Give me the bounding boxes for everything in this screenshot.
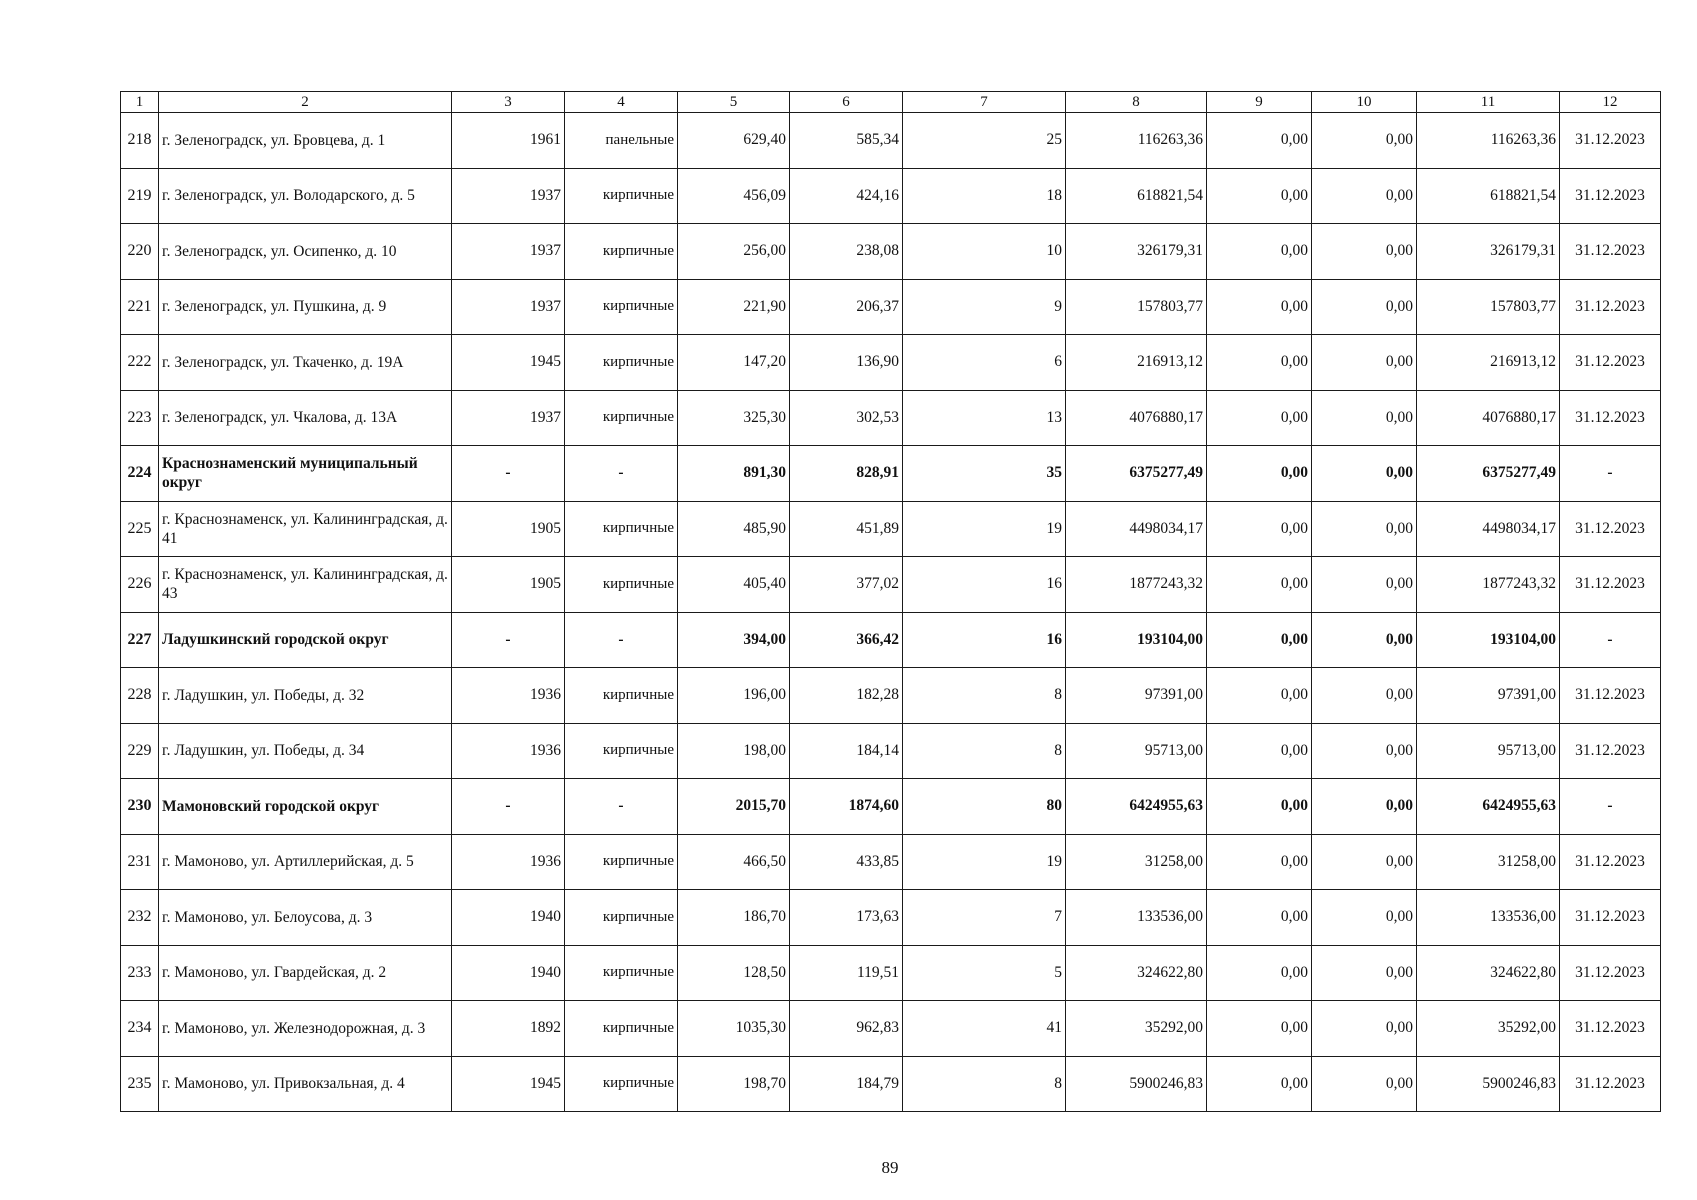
address-cell: г. Мамоново, ул. Привокзальная, д. 4 — [159, 1056, 452, 1112]
col8-cell: 6375277,49 — [1066, 446, 1207, 502]
header-col-5: 5 — [678, 92, 790, 113]
material-cell: кирпичные — [565, 279, 678, 335]
col8-cell: 133536,00 — [1066, 890, 1207, 946]
material-cell: кирпичные — [565, 390, 678, 446]
col7-cell: 35 — [903, 446, 1066, 502]
col11-cell: 116263,36 — [1417, 113, 1560, 169]
col8-cell: 618821,54 — [1066, 168, 1207, 224]
col6-cell: 184,14 — [790, 723, 903, 779]
address-cell: Мамоновский городской округ — [159, 779, 452, 835]
address-cell: Краснознаменский муниципальный округ — [159, 446, 452, 502]
col8-cell: 31258,00 — [1066, 834, 1207, 890]
table-row — [121, 335, 1661, 391]
col6-cell: 238,08 — [790, 224, 903, 280]
col7-cell: 10 — [903, 224, 1066, 280]
address-cell: г. Зеленоградск, ул. Осипенко, д. 10 — [159, 224, 452, 280]
address-cell: г. Краснознаменск, ул. Калининградская, д. 41 — [159, 501, 452, 557]
col5-cell: 629,40 — [678, 113, 790, 169]
address-cell: г. Мамоново, ул. Артиллерийская, д. 5 — [159, 834, 452, 890]
address-cell: г. Зеленоградск, ул. Володарского, д. 5 — [159, 168, 452, 224]
header-col-3: 3 — [452, 92, 565, 113]
row-number: 222 — [121, 335, 159, 391]
row-number: 224 — [121, 446, 159, 502]
col6-cell: 136,90 — [790, 335, 903, 391]
col9-cell: 0,00 — [1207, 779, 1312, 835]
table-row — [121, 390, 1661, 446]
col11-cell: 4076880,17 — [1417, 390, 1560, 446]
table-row — [121, 224, 1661, 280]
material-cell: кирпичные — [565, 945, 678, 1001]
table-row — [121, 945, 1661, 1001]
col7-cell: 18 — [903, 168, 1066, 224]
table-row — [121, 1056, 1661, 1112]
col12-cell: 31.12.2023 — [1560, 113, 1661, 169]
col9-cell: 0,00 — [1207, 335, 1312, 391]
col11-cell: 324622,80 — [1417, 945, 1560, 1001]
col10-cell: 0,00 — [1312, 723, 1417, 779]
col11-cell: 31258,00 — [1417, 834, 1560, 890]
material-cell: кирпичные — [565, 557, 678, 613]
col10-cell: 0,00 — [1312, 224, 1417, 280]
address-cell: г. Ладушкин, ул. Победы, д. 34 — [159, 723, 452, 779]
col8-cell: 324622,80 — [1066, 945, 1207, 1001]
row-number: 226 — [121, 557, 159, 613]
year-cell: 1905 — [452, 501, 565, 557]
col9-cell: 0,00 — [1207, 945, 1312, 1001]
col5-cell: 466,50 — [678, 834, 790, 890]
col7-cell: 7 — [903, 890, 1066, 946]
col12-cell: 31.12.2023 — [1560, 557, 1661, 613]
material-cell: кирпичные — [565, 224, 678, 280]
col7-cell: 13 — [903, 390, 1066, 446]
header-col-9: 9 — [1207, 92, 1312, 113]
col10-cell: 0,00 — [1312, 945, 1417, 1001]
col6-cell: 451,89 — [790, 501, 903, 557]
material-cell: - — [565, 612, 678, 668]
year-cell: 1905 — [452, 557, 565, 613]
year-cell: 1936 — [452, 834, 565, 890]
year-cell: 1937 — [452, 390, 565, 446]
table-row — [121, 279, 1661, 335]
address-cell: г. Зеленоградск, ул. Ткаченко, д. 19А — [159, 335, 452, 391]
col5-cell: 128,50 — [678, 945, 790, 1001]
header-col-4: 4 — [565, 92, 678, 113]
col11-cell: 6424955,63 — [1417, 779, 1560, 835]
col8-cell: 116263,36 — [1066, 113, 1207, 169]
header-col-12: 12 — [1560, 92, 1661, 113]
table-row — [121, 668, 1661, 724]
col10-cell: 0,00 — [1312, 168, 1417, 224]
col12-cell: 31.12.2023 — [1560, 890, 1661, 946]
col5-cell: 186,70 — [678, 890, 790, 946]
year-cell: 1937 — [452, 168, 565, 224]
row-number: 231 — [121, 834, 159, 890]
col5-cell: 891,30 — [678, 446, 790, 502]
col10-cell: 0,00 — [1312, 279, 1417, 335]
header-col-6: 6 — [790, 92, 903, 113]
col6-cell: 302,53 — [790, 390, 903, 446]
year-cell: 1892 — [452, 1001, 565, 1057]
col5-cell: 456,09 — [678, 168, 790, 224]
row-number: 225 — [121, 501, 159, 557]
row-number: 230 — [121, 779, 159, 835]
col6-cell: 182,28 — [790, 668, 903, 724]
col12-cell: 31.12.2023 — [1560, 501, 1661, 557]
header-col-1: 1 — [121, 92, 159, 113]
material-cell: кирпичные — [565, 668, 678, 724]
col7-cell: 19 — [903, 501, 1066, 557]
col10-cell: 0,00 — [1312, 446, 1417, 502]
col5-cell: 196,00 — [678, 668, 790, 724]
col6-cell: 377,02 — [790, 557, 903, 613]
table-row — [121, 834, 1661, 890]
col11-cell: 97391,00 — [1417, 668, 1560, 724]
col6-cell: 184,79 — [790, 1056, 903, 1112]
col8-cell: 193104,00 — [1066, 612, 1207, 668]
col10-cell: 0,00 — [1312, 668, 1417, 724]
col10-cell: 0,00 — [1312, 612, 1417, 668]
year-cell: 1940 — [452, 945, 565, 1001]
col12-cell: 31.12.2023 — [1560, 668, 1661, 724]
year-cell: 1945 — [452, 335, 565, 391]
material-cell: кирпичные — [565, 1001, 678, 1057]
col11-cell: 326179,31 — [1417, 224, 1560, 280]
col10-cell: 0,00 — [1312, 113, 1417, 169]
col10-cell: 0,00 — [1312, 501, 1417, 557]
col11-cell: 35292,00 — [1417, 1001, 1560, 1057]
table-row — [121, 501, 1661, 557]
table-row — [121, 113, 1661, 169]
col11-cell: 4498034,17 — [1417, 501, 1560, 557]
col9-cell: 0,00 — [1207, 723, 1312, 779]
col5-cell: 394,00 — [678, 612, 790, 668]
address-cell: г. Мамоново, ул. Белоусова, д. 3 — [159, 890, 452, 946]
col12-cell: 31.12.2023 — [1560, 1001, 1661, 1057]
year-cell: - — [452, 779, 565, 835]
col10-cell: 0,00 — [1312, 557, 1417, 613]
row-number: 228 — [121, 668, 159, 724]
material-cell: кирпичные — [565, 890, 678, 946]
col11-cell: 95713,00 — [1417, 723, 1560, 779]
col7-cell: 16 — [903, 612, 1066, 668]
col7-cell: 9 — [903, 279, 1066, 335]
table-row — [121, 723, 1661, 779]
col11-cell: 5900246,83 — [1417, 1056, 1560, 1112]
col9-cell: 0,00 — [1207, 612, 1312, 668]
table-header — [121, 92, 1661, 113]
table-row — [121, 890, 1661, 946]
material-cell: кирпичные — [565, 168, 678, 224]
table-body — [121, 113, 1661, 1112]
col5-cell: 2015,70 — [678, 779, 790, 835]
material-cell: кирпичные — [565, 501, 678, 557]
col12-cell: - — [1560, 446, 1661, 502]
col9-cell: 0,00 — [1207, 1001, 1312, 1057]
address-cell: г. Зеленоградск, ул. Бровцева, д. 1 — [159, 113, 452, 169]
col10-cell: 0,00 — [1312, 390, 1417, 446]
col6-cell: 366,42 — [790, 612, 903, 668]
col5-cell: 325,30 — [678, 390, 790, 446]
material-cell: кирпичные — [565, 335, 678, 391]
col9-cell: 0,00 — [1207, 390, 1312, 446]
table-row — [121, 446, 1661, 502]
row-number: 221 — [121, 279, 159, 335]
col5-cell: 1035,30 — [678, 1001, 790, 1057]
col8-cell: 95713,00 — [1066, 723, 1207, 779]
row-number: 234 — [121, 1001, 159, 1057]
row-number: 235 — [121, 1056, 159, 1112]
col10-cell: 0,00 — [1312, 335, 1417, 391]
col9-cell: 0,00 — [1207, 279, 1312, 335]
col9-cell: 0,00 — [1207, 668, 1312, 724]
col9-cell: 0,00 — [1207, 224, 1312, 280]
col7-cell: 80 — [903, 779, 1066, 835]
col11-cell: 6375277,49 — [1417, 446, 1560, 502]
col9-cell: 0,00 — [1207, 834, 1312, 890]
col6-cell: 119,51 — [790, 945, 903, 1001]
year-cell: 1961 — [452, 113, 565, 169]
header-col-11: 11 — [1417, 92, 1560, 113]
material-cell: кирпичные — [565, 834, 678, 890]
header-col-7: 7 — [903, 92, 1066, 113]
col9-cell: 0,00 — [1207, 446, 1312, 502]
address-cell: Ладушкинский городской округ — [159, 612, 452, 668]
data-table — [120, 91, 1661, 1112]
col12-cell: 31.12.2023 — [1560, 1056, 1661, 1112]
col12-cell: - — [1560, 779, 1661, 835]
col10-cell: 0,00 — [1312, 890, 1417, 946]
col7-cell: 5 — [903, 945, 1066, 1001]
table-row — [121, 612, 1661, 668]
col5-cell: 405,40 — [678, 557, 790, 613]
address-cell: г. Мамоново, ул. Гвардейская, д. 2 — [159, 945, 452, 1001]
col7-cell: 16 — [903, 557, 1066, 613]
col7-cell: 8 — [903, 668, 1066, 724]
col10-cell: 0,00 — [1312, 1056, 1417, 1112]
col8-cell: 6424955,63 — [1066, 779, 1207, 835]
material-cell: - — [565, 446, 678, 502]
col12-cell: 31.12.2023 — [1560, 834, 1661, 890]
header-col-2: 2 — [159, 92, 452, 113]
col12-cell: 31.12.2023 — [1560, 224, 1661, 280]
row-number: 223 — [121, 390, 159, 446]
material-cell: панельные — [565, 113, 678, 169]
col7-cell: 41 — [903, 1001, 1066, 1057]
address-cell: г. Зеленоградск, ул. Чкалова, д. 13А — [159, 390, 452, 446]
row-number: 229 — [121, 723, 159, 779]
col12-cell: 31.12.2023 — [1560, 279, 1661, 335]
row-number: 218 — [121, 113, 159, 169]
col9-cell: 0,00 — [1207, 890, 1312, 946]
col10-cell: 0,00 — [1312, 779, 1417, 835]
col9-cell: 0,00 — [1207, 501, 1312, 557]
address-cell: г. Мамоново, ул. Железнодорожная, д. 3 — [159, 1001, 452, 1057]
row-number: 232 — [121, 890, 159, 946]
table-row — [121, 779, 1661, 835]
col11-cell: 157803,77 — [1417, 279, 1560, 335]
table-row — [121, 557, 1661, 613]
year-cell: 1936 — [452, 723, 565, 779]
header-col-10: 10 — [1312, 92, 1417, 113]
col6-cell: 206,37 — [790, 279, 903, 335]
header-col-8: 8 — [1066, 92, 1207, 113]
col10-cell: 0,00 — [1312, 1001, 1417, 1057]
col11-cell: 216913,12 — [1417, 335, 1560, 391]
col6-cell: 424,16 — [790, 168, 903, 224]
table-row — [121, 168, 1661, 224]
col7-cell: 19 — [903, 834, 1066, 890]
col12-cell: 31.12.2023 — [1560, 723, 1661, 779]
col5-cell: 147,20 — [678, 335, 790, 391]
year-cell: 1945 — [452, 1056, 565, 1112]
col8-cell: 1877243,32 — [1066, 557, 1207, 613]
col10-cell: 0,00 — [1312, 834, 1417, 890]
col6-cell: 585,34 — [790, 113, 903, 169]
col8-cell: 4498034,17 — [1066, 501, 1207, 557]
col11-cell: 1877243,32 — [1417, 557, 1560, 613]
col11-cell: 618821,54 — [1417, 168, 1560, 224]
col11-cell: 193104,00 — [1417, 612, 1560, 668]
year-cell: 1940 — [452, 890, 565, 946]
col6-cell: 1874,60 — [790, 779, 903, 835]
col7-cell: 8 — [903, 723, 1066, 779]
col12-cell: 31.12.2023 — [1560, 168, 1661, 224]
col12-cell: 31.12.2023 — [1560, 335, 1661, 391]
col8-cell: 326179,31 — [1066, 224, 1207, 280]
row-number: 233 — [121, 945, 159, 1001]
col5-cell: 198,00 — [678, 723, 790, 779]
col9-cell: 0,00 — [1207, 113, 1312, 169]
material-cell: кирпичные — [565, 1056, 678, 1112]
col5-cell: 485,90 — [678, 501, 790, 557]
address-cell: г. Зеленоградск, ул. Пушкина, д. 9 — [159, 279, 452, 335]
address-cell: г. Ладушкин, ул. Победы, д. 32 — [159, 668, 452, 724]
header-row — [121, 92, 1661, 113]
row-number: 227 — [121, 612, 159, 668]
col9-cell: 0,00 — [1207, 1056, 1312, 1112]
col7-cell: 25 — [903, 113, 1066, 169]
col8-cell: 157803,77 — [1066, 279, 1207, 335]
col12-cell: - — [1560, 612, 1661, 668]
col8-cell: 35292,00 — [1066, 1001, 1207, 1057]
year-cell: 1937 — [452, 224, 565, 280]
col5-cell: 198,70 — [678, 1056, 790, 1112]
col8-cell: 97391,00 — [1066, 668, 1207, 724]
row-number: 219 — [121, 168, 159, 224]
col7-cell: 6 — [903, 335, 1066, 391]
material-cell: кирпичные — [565, 723, 678, 779]
year-cell: 1937 — [452, 279, 565, 335]
col6-cell: 433,85 — [790, 834, 903, 890]
year-cell: - — [452, 446, 565, 502]
col6-cell: 828,91 — [790, 446, 903, 502]
col7-cell: 8 — [903, 1056, 1066, 1112]
col11-cell: 133536,00 — [1417, 890, 1560, 946]
col9-cell: 0,00 — [1207, 168, 1312, 224]
year-cell: 1936 — [452, 668, 565, 724]
col8-cell: 4076880,17 — [1066, 390, 1207, 446]
page-number: 89 — [881, 1158, 899, 1177]
table-row — [121, 1001, 1661, 1057]
material-cell: - — [565, 779, 678, 835]
col5-cell: 221,90 — [678, 279, 790, 335]
col6-cell: 173,63 — [790, 890, 903, 946]
col5-cell: 256,00 — [678, 224, 790, 280]
col8-cell: 216913,12 — [1066, 335, 1207, 391]
col12-cell: 31.12.2023 — [1560, 390, 1661, 446]
address-cell: г. Краснознаменск, ул. Калининградская, д. 43 — [159, 557, 452, 613]
col9-cell: 0,00 — [1207, 557, 1312, 613]
year-cell: - — [452, 612, 565, 668]
row-number: 220 — [121, 224, 159, 280]
col12-cell: 31.12.2023 — [1560, 945, 1661, 1001]
col6-cell: 962,83 — [790, 1001, 903, 1057]
col8-cell: 5900246,83 — [1066, 1056, 1207, 1112]
